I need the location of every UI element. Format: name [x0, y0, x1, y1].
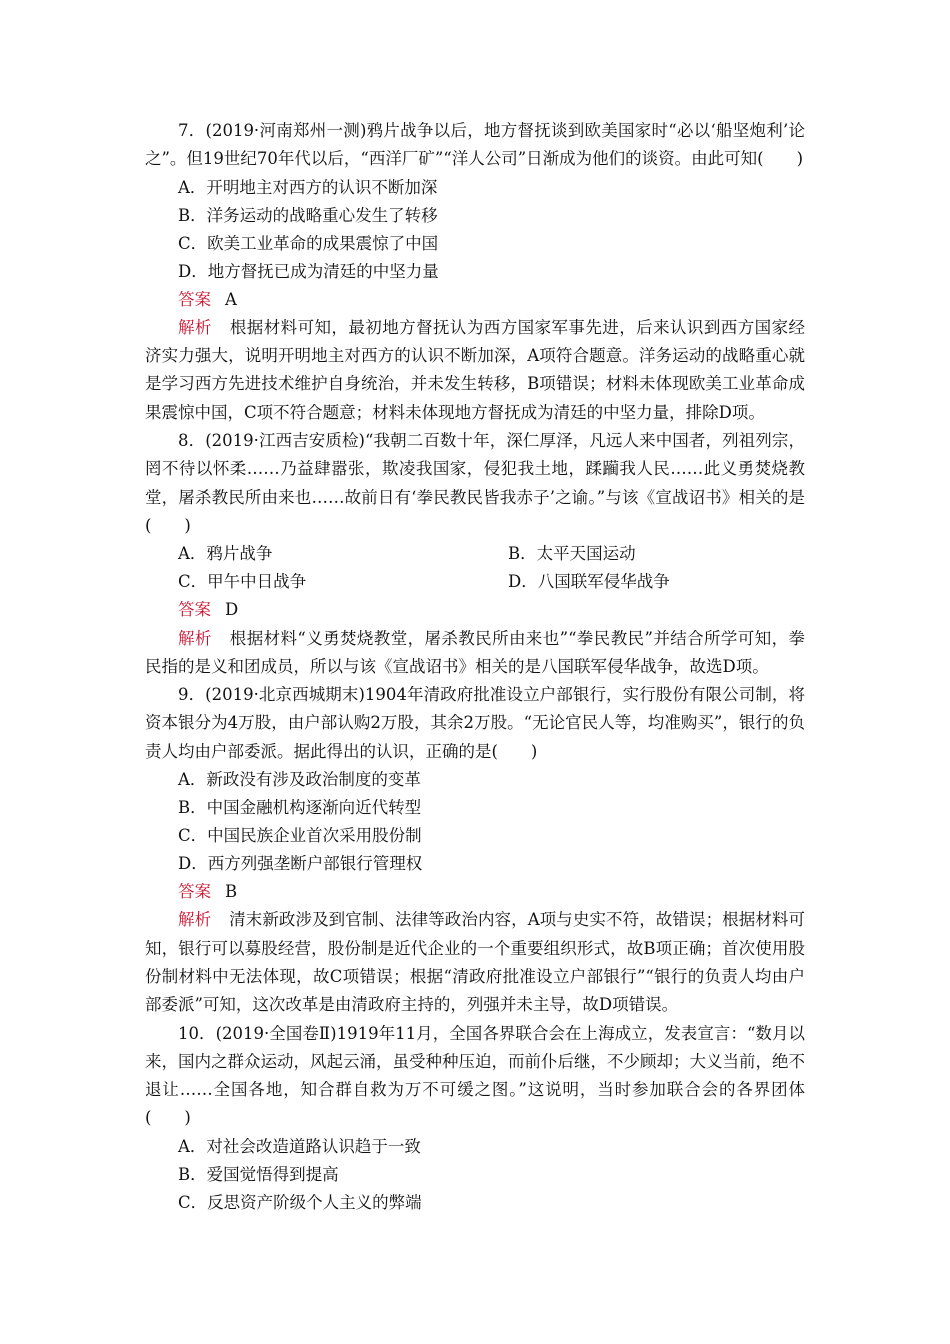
option-c: C．中国民族企业首次采用股份制	[178, 826, 422, 846]
answer-value: A	[225, 289, 237, 309]
question-8	[145, 427, 805, 681]
analysis-paragraph	[145, 906, 805, 1019]
answer-line	[145, 596, 805, 624]
question-stem: 10．(2019·全国卷Ⅱ)1919年11月，全国各界联合会在上海成立，发表宣言：“数月以来，国内之群众运动，风起云涌，虽受种种压迫，而前仆后继，不少顾却；大义当前，绝不退让……全国各地，知合群自救为万不可缓之图。”这说明，当时参加联合会的各界团体( )	[145, 1023, 805, 1128]
question-9	[145, 681, 805, 1019]
answer-label: 答案	[178, 289, 211, 309]
option-d: D．西方列强垄断户部银行管理权	[178, 854, 423, 874]
option-b: B．爱国觉悟得到提高	[178, 1164, 339, 1184]
question-10	[145, 1020, 805, 1217]
analysis-paragraph	[145, 314, 805, 427]
answer-label: 答案	[178, 882, 211, 902]
analysis-paragraph	[145, 625, 805, 682]
analysis-text: 清末新政涉及到官制、法律等政治内容，A项与史实不符，故错误；根据材料可知，银行可以募股经营，股份制是近代企业的一个重要组织形式，故B项正确；首次使用股份制材料中无法体现，故C项错误；根据“清政府批准设立户部银行”“银行的负责人均由户部委派”可知，这次改革是由清政府主持的，列强并未主导，故D项错误。	[145, 910, 805, 1015]
option-a: A．开明地主对西方的认识不断加深	[178, 177, 438, 197]
question-stem: 7．(2019·河南郑州一测)鸦片战争以后，地方督抚谈到欧美国家时“必以‘船坚炮利’论之”。但19世纪70年代以后，“西洋厂矿”“洋人公司”日渐成为他们的谈资。由此可知( )	[145, 121, 805, 169]
option-a: A．对社会改造道路认识趋于一致	[178, 1136, 421, 1156]
answer-value: D	[225, 600, 239, 620]
question-stem: 8．(2019·江西吉安质检)“我朝二百数十年，深仁厚泽，凡远人来中国者，列祖列宗，罔不待以怀柔……乃益肆嚣张，欺凌我国家，侵犯我土地，蹂躏我人民……此义勇焚烧教堂，屠杀教民所由来也……故前日有‘拳民教民皆我赤子’之谕。”与该《宣战诏书》相关的是( )	[145, 431, 805, 535]
option-b: B．中国金融机构逐渐向近代转型	[178, 798, 422, 818]
option-d: D．地方督抚已成为清廷的中坚力量	[178, 261, 439, 281]
analysis-label: 解析	[178, 628, 212, 648]
option-c: C．甲午中日战争	[178, 572, 307, 592]
option-d: D．八国联军侵华战争	[508, 572, 670, 592]
option-a: A．鸦片战争	[178, 544, 273, 564]
option-a: A．新政没有涉及政治制度的变革	[178, 770, 421, 790]
option-b: B．洋务运动的战略重心发生了转移	[178, 205, 438, 225]
answer-value: B	[225, 882, 238, 902]
analysis-text: 根据材料可知，最初地方督抚认为西方国家军事先进，后来认识到西方国家经济实力强大，说明开明地主对西方的认识不断加深，A项符合题意。洋务运动的战略重心就是学习西方先进技术维护自身统治，并未发生转移，B项错误；材料未体现欧美工业革命成果震惊中国，C项不符合题意；材料未体现地方督抚成为清廷的中坚力量，排除D项。	[145, 317, 806, 422]
option-b: B．太平天国运动	[508, 544, 636, 564]
analysis-text: 根据材料“义勇焚烧教堂，屠杀教民所由来也”“拳民教民”并结合所学可知，拳民指的是义和团成员，所以与该《宣战诏书》相关的是八国联军侵华战争，故选D项。	[145, 628, 805, 676]
answer-line	[145, 286, 805, 314]
options-row-2	[145, 568, 805, 596]
option-c: C．反思资产阶级个人主义的弊端	[178, 1192, 422, 1212]
answer-line	[145, 878, 805, 906]
analysis-label: 解析	[178, 317, 212, 337]
analysis-label: 解析	[178, 910, 212, 930]
question-stem: 9．(2019·北京西城期末)1904年清政府批准设立户部银行，实行股份有限公司制，将资本银分为4万股，由户部认购2万股，其余2万股。“无论官民人等，均准购买”，银行的负责人均由户部委派。据此得出的认识，正确的是( )	[145, 685, 805, 761]
options-row-1	[145, 540, 805, 568]
option-c: C．欧美工业革命的成果震惊了中国	[178, 233, 439, 253]
answer-label: 答案	[178, 600, 211, 620]
question-7	[145, 117, 805, 427]
